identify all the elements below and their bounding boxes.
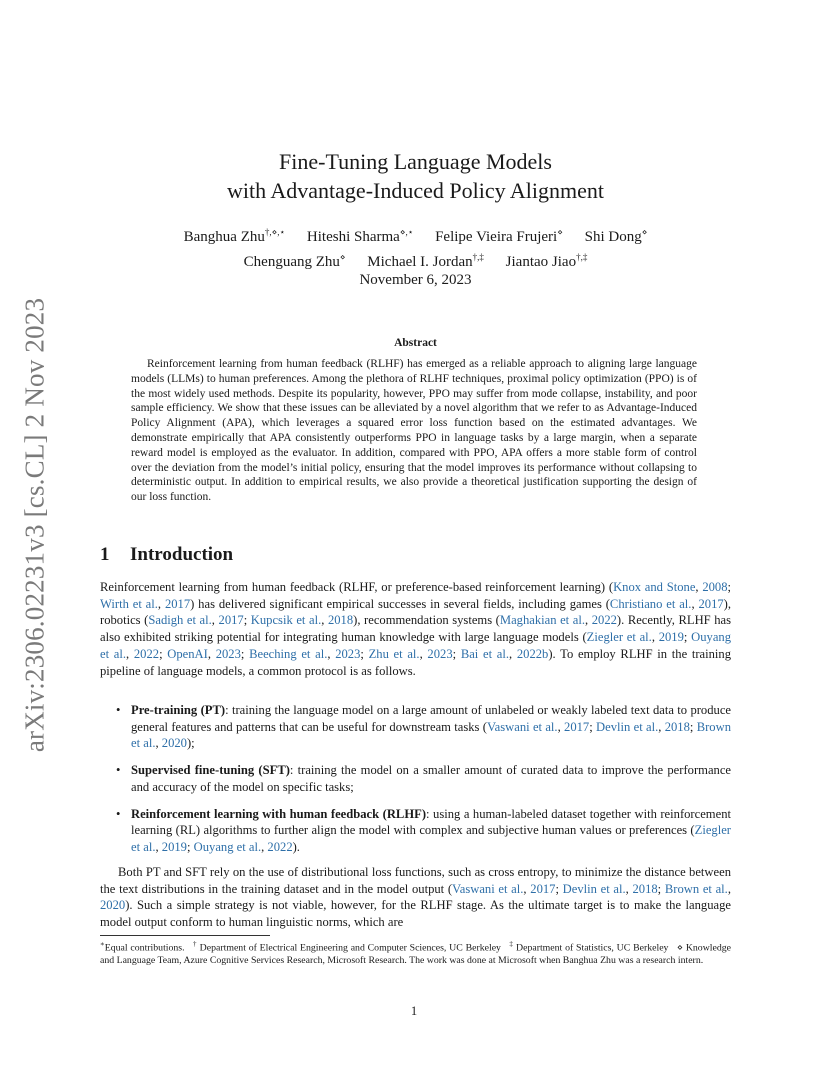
- citation-link[interactable]: Vaswani et al.: [486, 719, 558, 734]
- footnote-divider: [100, 935, 270, 936]
- list-item-term: Reinforcement learning with human feedback (RLHF): [131, 806, 427, 821]
- citation-link[interactable]: Kupcsik et al.: [250, 613, 322, 628]
- citation-link[interactable]: Ziegler et al.: [586, 630, 652, 645]
- paper-title: [100, 147, 731, 205]
- citation-link[interactable]: 2023: [335, 646, 361, 661]
- citation-link[interactable]: Vaswani et al.: [452, 881, 524, 896]
- citation-link[interactable]: Ziegler et al.: [131, 823, 731, 854]
- citation-link[interactable]: 2019: [658, 630, 684, 645]
- citation-link[interactable]: Christiano et al.: [609, 596, 692, 611]
- citation-link[interactable]: 2017: [698, 596, 724, 611]
- citation-link[interactable]: 2018: [664, 719, 690, 734]
- citation-link[interactable]: 2020: [161, 736, 187, 751]
- author: Michael I. Jordan†,‡: [367, 252, 484, 270]
- page-number: 1: [410, 1004, 418, 1018]
- protocol-list: [100, 702, 731, 866]
- citation-link[interactable]: Bai et al.: [460, 646, 510, 661]
- arxiv-identifier: arXiv:2306.02231v3 [cs.CL] 2 Nov 2023: [19, 297, 50, 753]
- citation-link[interactable]: Zhu et al.: [368, 646, 420, 661]
- citation-link[interactable]: 2017: [164, 596, 191, 611]
- citation-link[interactable]: 2017: [218, 613, 244, 628]
- citation-link[interactable]: 2022: [133, 646, 160, 661]
- intro-paragraph-1: Reinforcement learning from human feedback (RLHF, or preference-based reinforcement learning) (Knox and Stone, 2008; Wirth et al., 2017) has delivered significant empirical successes in several fields, including games (Christiano et al., 2017), robotics (Sadigh et al., 2017; Kupcsik et al., 2018), recommendation systems (Maghakian et al., 2022). Recently, RLHF has also exhibited striking potential for integrating human knowledge with large language models (Ziegler et al., 2019; Ouyang et al., 2022; OpenAI, 2023; Beeching et al., 2023; Zhu et al., 2023; Bai et al., 2022b). To employ RLHF in the training pipeline of language models, a common protocol is as follows.: [100, 580, 732, 678]
- citation-link[interactable]: Ouyang et al.: [193, 839, 262, 854]
- publication-date: November 6, 2023: [359, 272, 472, 288]
- citation-link[interactable]: Devlin et al.: [596, 719, 659, 734]
- author: Shi Dong⋄: [584, 227, 648, 245]
- citation-link[interactable]: Brown et al.: [131, 719, 731, 751]
- citation-link[interactable]: 2020: [100, 898, 126, 913]
- title-line-1: Fine-Tuning Language Models: [279, 149, 552, 174]
- list-item: • Pre-training (PT): training the language model on a large amount of unlabeled or weakly labeled text data to produce general features and patterns that can be useful for downstream tasks (Vaswani et al., 2017; Devlin et al., 2018; Brown et al., 2020);: [100, 702, 731, 752]
- citation-link[interactable]: 2023: [427, 646, 453, 661]
- citation-link[interactable]: 2017: [530, 881, 556, 896]
- list-item: • Reinforcement learning with human feedback (RLHF): using a human-labeled dataset together with reinforcement learning (RL) algorithms to further align the model with complex and subjective human values or preferences (Ziegler et al., 2019; Ouyang et al., 2022).: [100, 806, 731, 856]
- author: Jiantao Jiao†,‡: [505, 252, 588, 270]
- citation-link[interactable]: Ouyang et al.: [100, 630, 731, 661]
- citation-link[interactable]: 2018: [632, 881, 658, 896]
- citation-link[interactable]: 2023: [215, 646, 241, 661]
- section-title: Introduction: [130, 544, 234, 565]
- citation-link[interactable]: 2017: [564, 719, 590, 734]
- author: Banghua Zhu†,⋄,⋆: [183, 227, 286, 245]
- citation-link[interactable]: 2019: [161, 839, 187, 854]
- citation-link[interactable]: 2022: [591, 613, 617, 628]
- list-item-term: Pre-training (PT): [131, 703, 226, 717]
- citation-link[interactable]: Sadigh et al.: [148, 613, 212, 628]
- citation-link[interactable]: Knox and Stone: [613, 580, 696, 594]
- arxiv-stamp: [20, 290, 50, 760]
- title-line-2: with Advantage-Induced Policy Alignment: [227, 178, 604, 203]
- citation-link[interactable]: Wirth et al.: [100, 596, 158, 611]
- list-item-term: Supervised fine-tuning (SFT): [131, 763, 290, 778]
- author-list: [100, 222, 731, 272]
- citation-link[interactable]: Maghakian et al.: [499, 613, 585, 628]
- footnote: ∗Equal contributions. † Department of Electrical Engineering and Computer Sciences, UC Berkeley ‡ Department of Statistics, UC Berkeley ⋄ Knowledge and Language Team, Azure Cognitive Services Research, Microsoft Research. The work was done at Microsoft when Banghua Zhu was a research intern.: [100, 940, 731, 967]
- citation-link[interactable]: 2022: [267, 839, 293, 854]
- list-item: • Supervised fine-tuning (SFT): training the model on a smaller amount of curated data to improve the performance and accuracy of the model on specific tasks;: [100, 762, 731, 795]
- author-row-2: [100, 247, 731, 272]
- abstract-heading: Abstract: [394, 337, 437, 349]
- citation-link[interactable]: Beeching et al.: [249, 646, 328, 661]
- author: Chenguang Zhu⋄: [243, 252, 346, 270]
- abstract-text: Reinforcement learning from human feedback (RLHF) has emerged as a reliable approach to aligning large language models (LLMs) to human preferences. Among the plethora of RLHF techniques, proximal policy optimization (PPO) is of the most widely used methods. Despite its popularity, however, PPO may suffer from mode collapse, instability, and poor sample efficiency. We show that these issues can be alleviated by a novel algorithm that we refer to as Advantage-Induced Policy Alignment (APA), which leverages a squared error loss function based on the estimated advantages. We demonstrate empirically that APA consistently outperforms PPO in language tasks by a large margin, when a separate reward model is employed as the evaluator. In addition, compared with PPO, APA offers a more stable form of control over the deviation from the model’s initial policy, ensuring that the model improves its performance without collapsing to deterministic output. In addition to empirical results, we also provide a theoretical justification supporting the design of our loss function.: [131, 358, 697, 504]
- citation-link[interactable]: Brown et al.: [664, 881, 728, 896]
- citation-link[interactable]: OpenAI: [167, 646, 208, 661]
- citation-link[interactable]: 2008: [702, 580, 728, 594]
- section-heading: [100, 544, 233, 566]
- citation-link[interactable]: Devlin et al.: [562, 881, 626, 896]
- intro-paragraph-2: Both PT and SFT rely on the use of distributional loss functions, such as cross entropy, to minimize the distance between the text distributions in the training dataset and in the model output (Vaswani et al., 2017; Devlin et al., 2018; Brown et al., 2020). Such a simple strategy is not viable, however, for the RLHF stage. As the ultimate target is to make the language model output conform to human linguistic norms, which are: [100, 865, 731, 930]
- section-number: 1: [100, 544, 110, 565]
- author: Felipe Vieira Frujeri⋄: [435, 227, 563, 245]
- citation-link[interactable]: 2018: [327, 613, 354, 628]
- author-row-1: [100, 222, 731, 247]
- author: Hiteshi Sharma⋄,⋆: [306, 227, 414, 245]
- citation-link[interactable]: 2022b: [516, 646, 549, 661]
